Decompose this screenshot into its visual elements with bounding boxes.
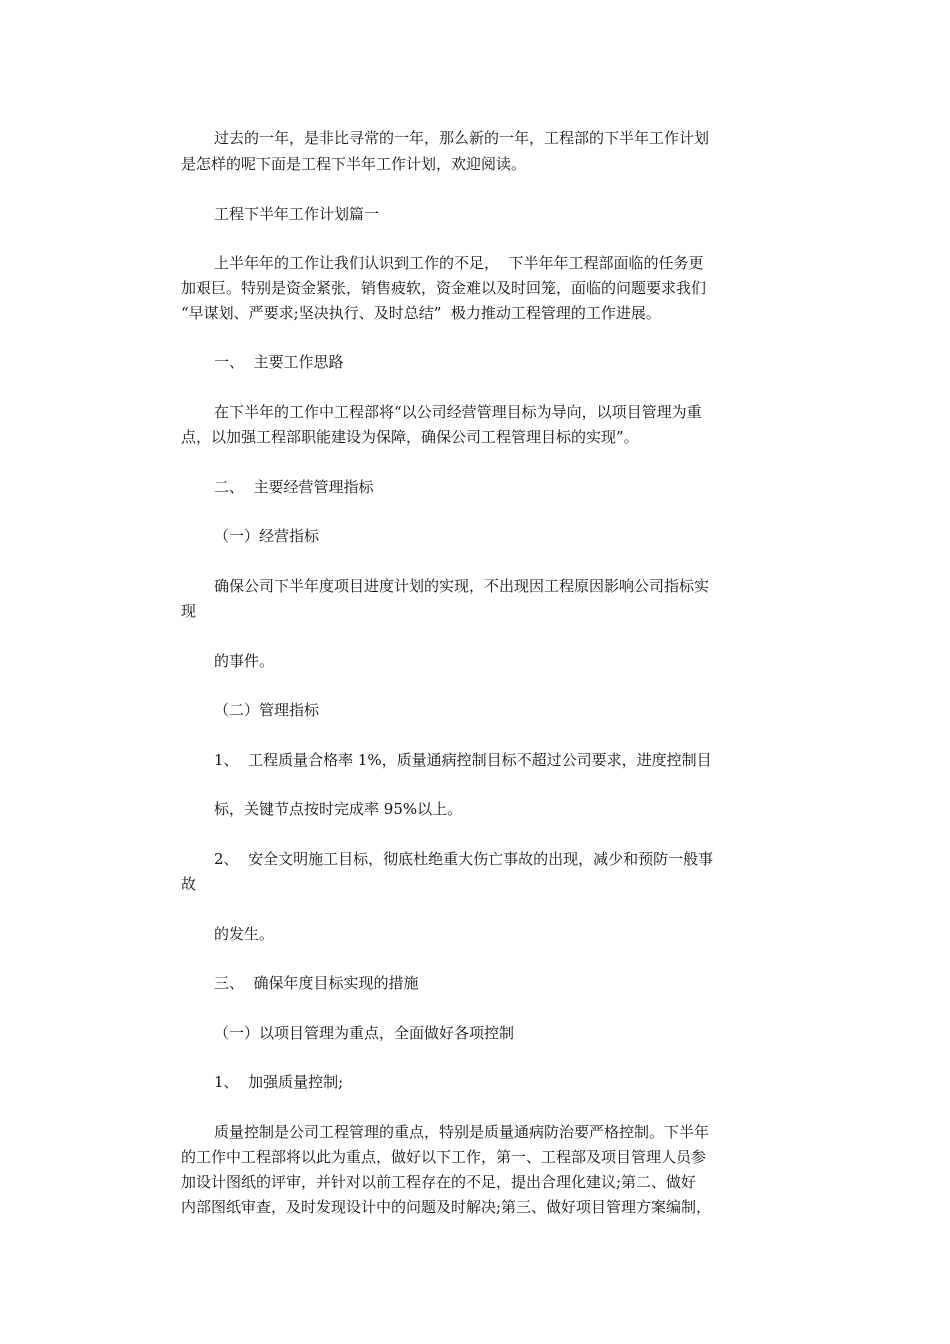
para3-line-1: 确保公司下半年度项目进度计划的实现，不出现因工程原因影响公司指标实 [214, 577, 710, 595]
para4-line-3: 加设计图纸的评审，并针对以前工程存在的不足，提出合理化建议;第二、做好 [181, 1173, 697, 1191]
list-item-1-continuation: 标，关键节点按时完成率 95%以上。 [214, 800, 463, 818]
para3-continuation: 的事件。 [214, 652, 275, 670]
list-item-1: 1、 工程质量合格率 1%，质量通病控制目标不超过公司要求，进度控制目 [214, 751, 712, 769]
section-heading-3: 三、 确保年度目标实现的措施 [214, 974, 419, 992]
para4-line-1: 质量控制是公司工程管理的重点，特别是质量通病防治要严格控制。下半年 [214, 1123, 710, 1141]
article-title: 工程下半年工作计划篇一 [214, 205, 380, 223]
list-item-2-line-1: 2、 安全文明施工目标，彻底杜绝重大伤亡事故的出现，减少和预防一般事 [214, 850, 714, 868]
para4-line-4: 内部图纸审查，及时发现设计中的问题及时解决;第三、做好项目管理方案编制， [181, 1198, 712, 1216]
para1-line-2: 加艰巨。特别是资金紧张，销售疲软，资金难以及时回笼，面临的问题要求我们 [181, 279, 707, 297]
list-item-2-line-2: 故 [181, 875, 197, 893]
para2-line-1: 在下半年的工作中工程部将“以公司经营管理目标为导向，以项目管理为重 [214, 403, 702, 421]
intro-line-2: 是怎样的呢下面是工程下半年工作计划，欢迎阅读。 [181, 155, 527, 173]
para1-line-1: 上半年年的工作让我们认识到工作的不足， 下半年年工程部面临的任务更 [214, 254, 704, 272]
intro-line-1: 过去的一年，是非比寻常的一年，那么新的一年，工程部的下半年工作计划 [214, 129, 710, 147]
para1-line-3: “早谋划、严要求;坚决执行、及时总结” 极力推动工程管理的工作进展。 [181, 304, 661, 322]
subheading-management: （二）管理指标 [214, 701, 320, 719]
subheading-project-management: （一）以项目管理为重点，全面做好各项控制 [214, 1024, 515, 1042]
para3-line-2: 现 [181, 602, 197, 620]
para2-line-2: 点，以加强工程部职能建设为保障，确保公司工程管理目标的实现”。 [181, 428, 639, 446]
measure-item-1: 1、 加强质量控制; [214, 1073, 344, 1091]
section-heading-2: 二、 主要经营管理指标 [214, 478, 374, 496]
para4-line-2: 的工作中工程部将以此为重点，做好以下工作，第一、工程部及项目管理人员参 [181, 1148, 707, 1166]
list-item-2-continuation: 的发生。 [214, 925, 275, 943]
subheading-business: （一）经营指标 [214, 527, 320, 545]
section-heading-1: 一、 主要工作思路 [214, 353, 344, 371]
